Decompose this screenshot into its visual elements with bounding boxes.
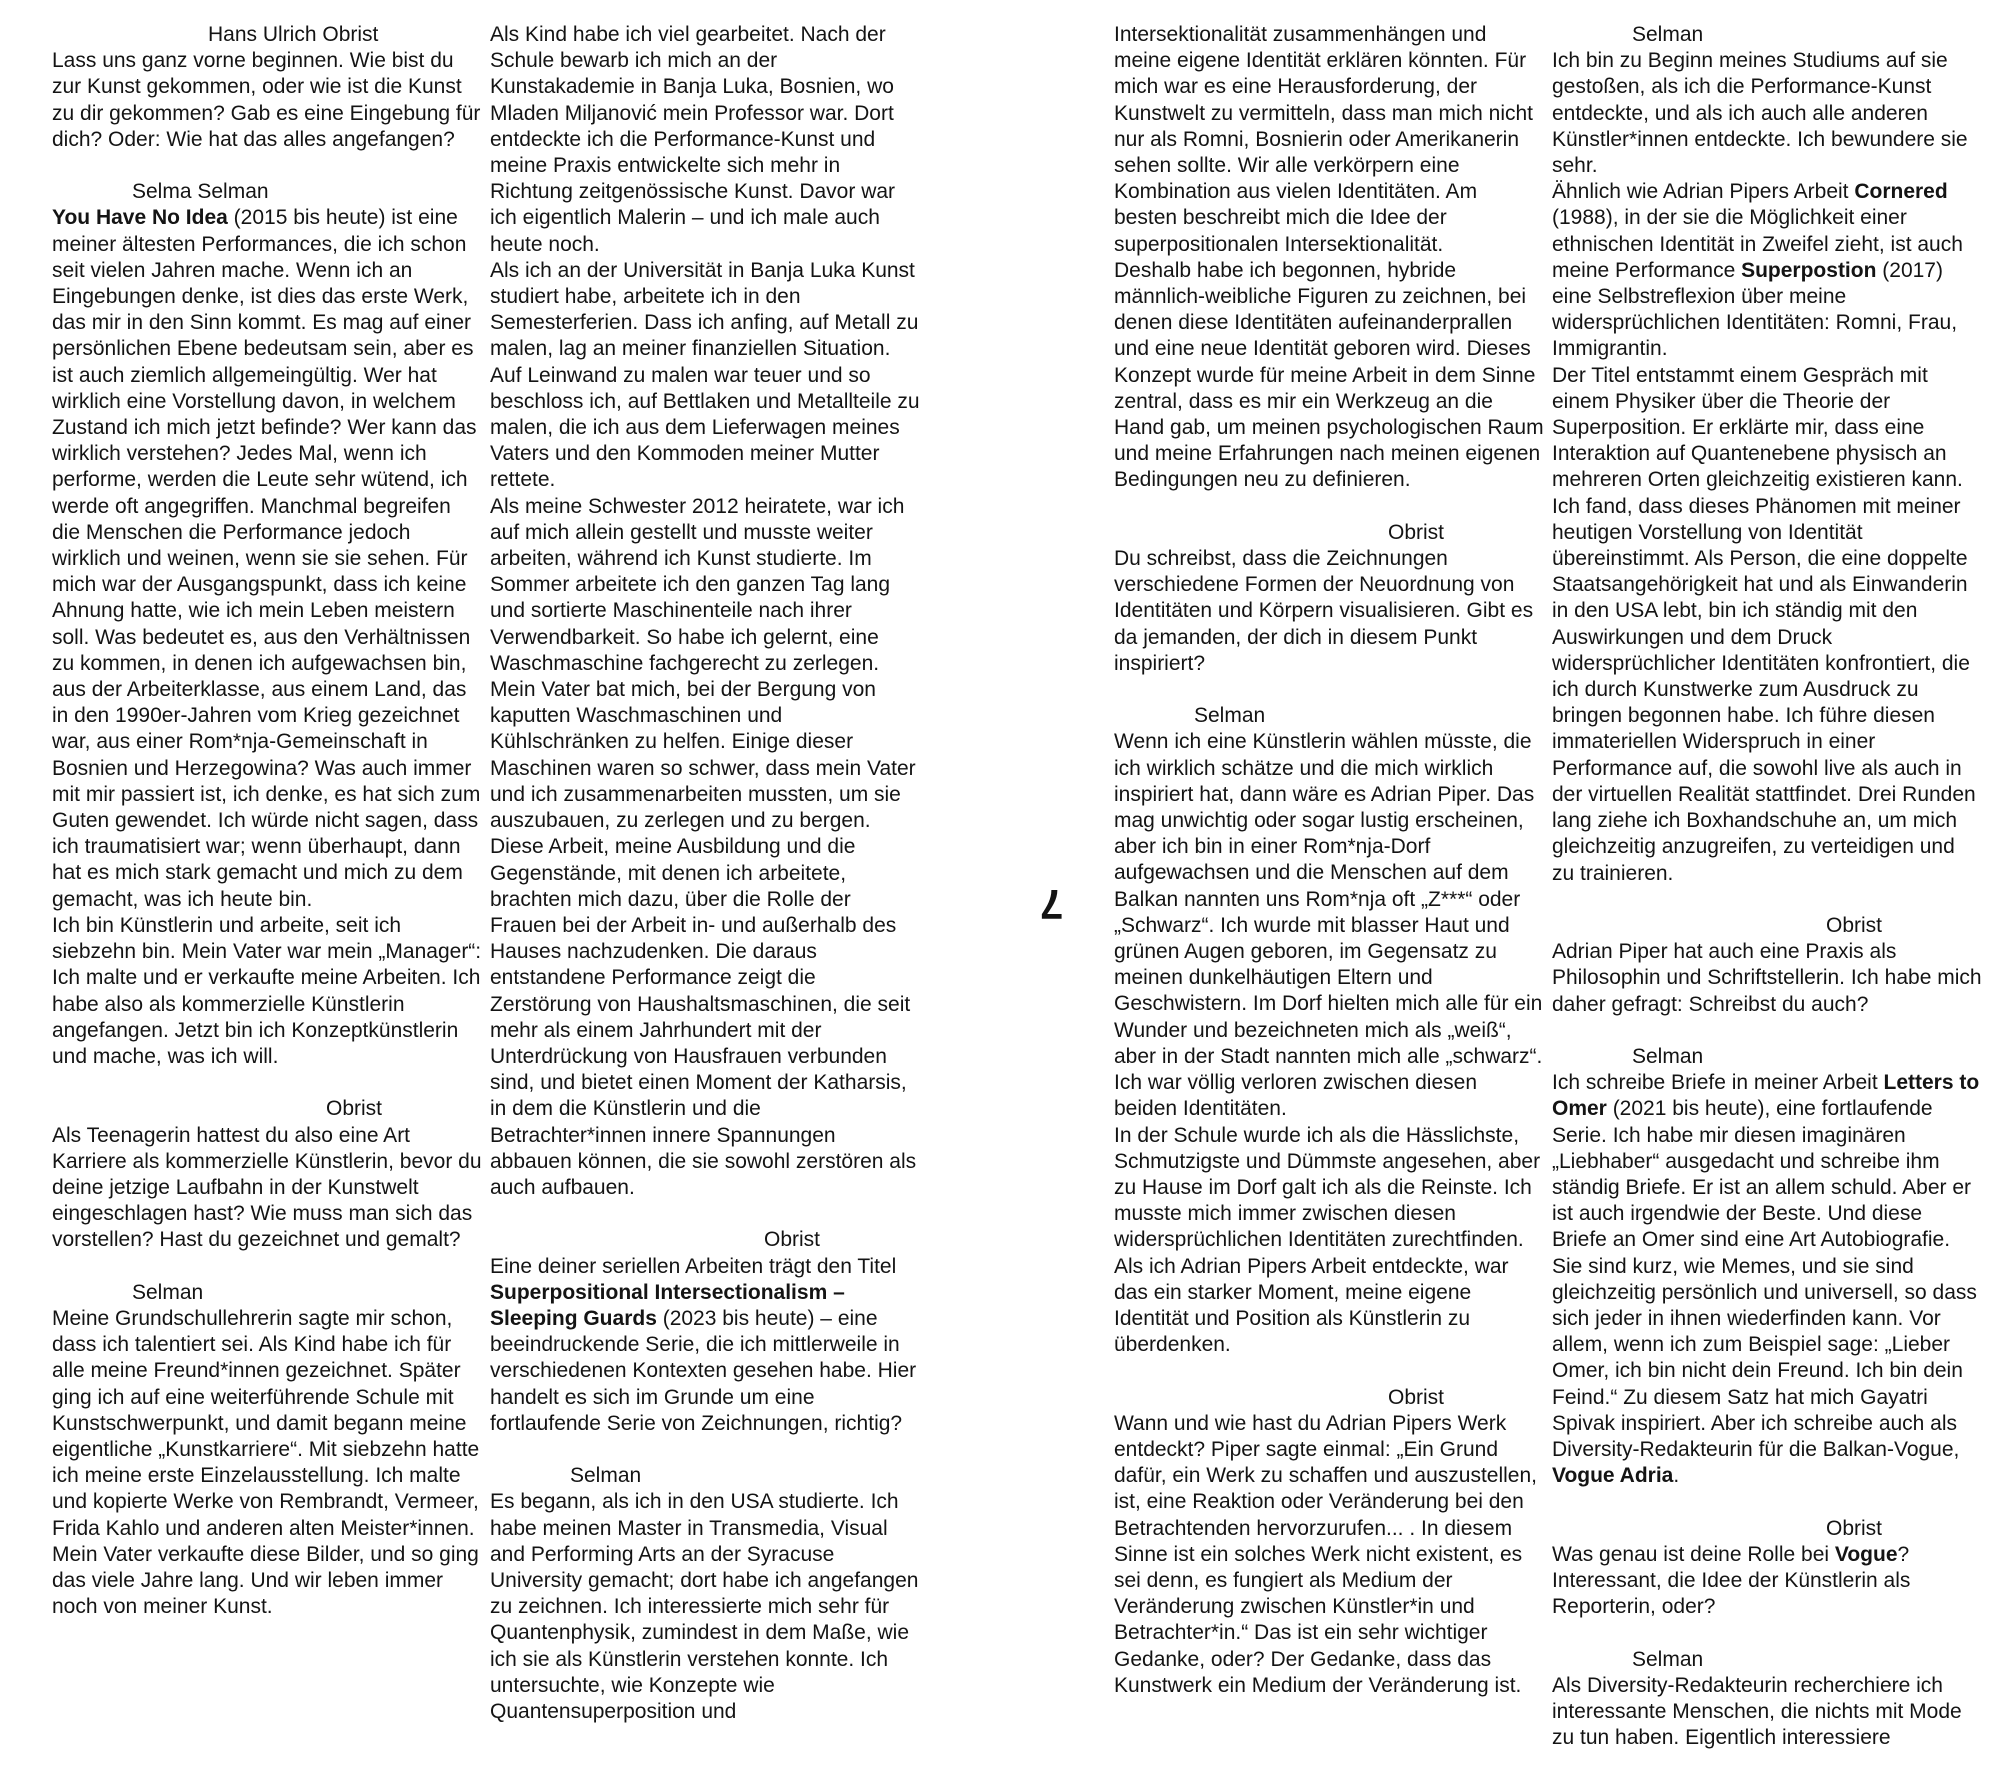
speaker-name: Obrist [1826, 1516, 1883, 1540]
work-title: Superpostion [1741, 258, 1877, 282]
speaker-name: Obrist [326, 1097, 383, 1121]
work-title: Vogue [1834, 1542, 1898, 1566]
interview-block [1552, 1647, 1982, 1752]
paragraph: Als Teenagerin hattest du also eine Art Karriere als kommerzielle Künstlerin, bevor du deine jetzige Laufbahn in der Kunstwelt eingeschlagen hast? Wie muss man sich das vorstellen? Hast du gezeichnet und gemalt? [52, 1123, 482, 1252]
speaker-name: Selma Selman [132, 180, 269, 204]
interview-block [1114, 703, 1544, 1358]
paragraph: Ich bin Künstlerin und arbeite, seit ich siebzehn bin. Mein Vater war mein „Manager“: Ich malte und er verkaufte meine Arbeiten. Ich habe also als kommerzielle Künstlerin angefangen. Jetzt bin ich Konzeptkünstlerin und mache, was ich will. [52, 913, 482, 1068]
work-title: You Have No Idea [52, 206, 228, 230]
paragraph: Was genau ist deine Rolle bei Vogue? Interessant, die Idee der Künstlerin als Reporterin, oder? [1552, 1542, 1911, 1619]
paragraph: Als Kind habe ich viel gearbeitet. Nach der Schule bewarb ich mich an der Kunstakademie in Banja Luka, Bosnien, wo Mladen Miljanović mein Professor war. Dort entdeckte ich die Performance-Kunst und meine Praxis entwickelte sich mehr in Richtung zeitgenössische Kunst. Davor war ich eigentlich Malerin – und ich male auch heute noch. [490, 23, 896, 256]
interview-block [1552, 22, 1982, 887]
speaker-name: Selman [1632, 1044, 1704, 1068]
interview-block [1552, 913, 1982, 1018]
speaker-name: Obrist [1826, 913, 1883, 937]
text-column-4 [1552, 22, 1982, 1778]
interview-block [52, 179, 482, 1070]
speaker-name: Selman [570, 1464, 642, 1488]
work-title: Vogue Adria [1552, 1464, 1674, 1488]
text-column-1 [52, 22, 482, 1647]
interview-block [1552, 1516, 1982, 1621]
paragraph: Ähnlich wie Adrian Pipers Arbeit Cornered (1988), in der sie die Möglichkeit einer ethnischen Identität in Zweifel zieht, ist auch meine Performance Superpostion (2017) eine Selbstreflexion über meine widersprüchlichen Identitäten: Romni, Frau, Immigrantin. [1552, 180, 1963, 361]
paragraph: Meine Grundschullehrerin sagte mir schon, dass ich talentiert sei. Als Kind habe ich für alle meine Freund*innen gezeichnet. Später ging ich auf eine weiterführende Schule mit Kunstschwerpunkt, und damit begann meine eigentliche „Kunstkarriere“. Mit siebzehn hatte ich meine erste Einzelausstellung. Ich malte und kopierte Werke von Rembrandt, Vermeer, Frida Kahlo und anderen alten Meister*innen. Mein Vater verkaufte diese Bilder, und so ging das viele Jahre lang. Und wir leben immer noch von meiner Kunst. [52, 1306, 480, 1619]
work-title: Letters to Omer [1552, 1071, 1980, 1121]
speaker-name: Selman [132, 1280, 204, 1304]
speaker-name: Selman [1194, 704, 1266, 728]
work-title: Cornered [1854, 180, 1948, 204]
interview-block [52, 1096, 482, 1253]
page-number: 7 [1040, 881, 1064, 928]
speaker-name: Obrist [1388, 520, 1445, 544]
paragraph: Als meine Schwester 2012 heiratete, war ich auf mich allein gestellt und musste weiter arbeiten, während ich Kunst studierte. Im Sommer arbeitete ich den ganzen Tag lang und sortierte Maschinenteile nach ihrer Verwendbarkeit. So habe ich gelernt, eine Waschmaschine fachgerecht zu zerlegen. Mein Vater bat mich, bei der Bergung von kaputten Waschmaschinen und Kühlschränken zu helfen. Einige dieser Maschinen waren so schwer, dass mein Vater und ich zusammenarbeiten mussten, um sie auszubauen, zu zerlegen und zu bergen. [490, 494, 916, 833]
paragraph: Wenn ich eine Künstlerin wählen müsste, die ich wirklich schätze und die mich wirklich inspiriert hat, dann wäre es Adrian Piper. Das mag unwichtig oder sogar lustig erscheinen, aber ich bin in einer Rom*nja-Dorf aufgewachsen und die Menschen auf dem Balkan nannten uns Rom*nja oft „Z***“ oder „Schwarz“. Ich wurde mit blasser Haut und grünen Augen geboren, im Gegensatz zu meinen dunkelhäutigen Eltern und Geschwistern. Im Dorf hielten mich alle für ein Wunder und bezeichneten mich als „weiß“, aber in der Stadt nannten mich alle „schwarz“. Ich war völlig verloren zwischen diesen beiden Identitäten. [1114, 730, 1543, 1121]
interview-block [1114, 1385, 1544, 1699]
speaker-name: Obrist [1388, 1385, 1445, 1409]
interview-block [490, 22, 920, 1201]
paragraph: Deshalb habe ich begonnen, hybride männlich-weibliche Figuren zu zeichnen, bei denen diese Identitäten aufeinanderprallen und eine neue Identität geboren wird. Dieses Konzept wurde für meine Arbeit in dem Sinne zentral, dass es mir ein Werkzeug an die Hand gab, um meinen psychologischen Raum und meine Erfahrungen nach meinen eigenen Bedingungen neu zu definieren. [1114, 258, 1544, 492]
paragraph: Adrian Piper hat auch eine Praxis als Philosophin und Schriftstellerin. Ich habe mich daher gefragt: Schreibst du auch? [1552, 940, 1982, 1016]
paragraph: Ich bin zu Beginn meines Studiums auf sie gestoßen, als ich die Performance-Kunst entdeckte, und als ich auch alle anderen Künstler*innen entdeckte. Ich bewundere sie sehr. [1552, 49, 1968, 178]
speaker-name: Selman [1632, 1647, 1704, 1671]
speaker-name: Obrist [764, 1228, 821, 1252]
speaker-name: Selman [1632, 23, 1704, 46]
work-title: Superpositional Intersectionalism – Sleeping Guards [490, 1280, 845, 1330]
paragraph: Als ich an der Universität in Banja Luka Kunst studiert habe, arbeitete ich in den Semesterferien. Dass ich anfing, auf Metall zu malen, lag an meiner finanziellen Situation. Auf Leinwand zu malen war teuer und so beschloss ich, auf Bettlaken und Metallteile zu malen, die ich aus dem Lieferwagen meines Vaters und den Kommoden meiner Mutter rettete. [490, 258, 920, 492]
text-column-3 [1114, 22, 1544, 1725]
paragraph: In der Schule wurde ich als die Hässlichste, Schmutzigste und Dümmste angesehen, aber zu Hause im Dorf galt ich als die Reinste. Ich musste mich immer zwischen diesen widersprüchlichen Identitäten zurechtfinden. Als ich Adrian Pipers Arbeit entdeckte, war das ein starker Moment, meine eigene Identität und Position als Künstlerin zu überdenken. [1114, 1123, 1541, 1357]
interview-block [1114, 22, 1544, 494]
paragraph: Eine deiner seriellen Arbeiten trägt den Titel Superpositional Intersectionalism – Sleeping Guards (2023 bis heute) – eine beeindruckende Serie, die ich mittlerweile in verschiedenen Kontexten gesehen habe. Hier handelt es sich im Grunde um eine fortlaufende Serie von Zeichnungen, richtig? [490, 1254, 917, 1435]
paragraph: Wann und wie hast du Adrian Pipers Werk entdeckt? Piper sagte einmal: „Ein Grund dafür, ein Werk zu schaffen und auszustellen, ist, eine Reaktion oder Veränderung bei den Betrachtenden hervorzurufen... . In diesem Sinne ist ein solches Werk nicht existent, es sei denn, es fungiert als Medium der Veränderung zwischen Künstler*in und Betrachter*in.“ Das ist ein sehr wichtiger Gedanke, oder? Der Gedanke, dass das Kunstwerk ein Medium der Veränderung ist. [1114, 1411, 1537, 1697]
paragraph: You Have No Idea (2015 bis heute) ist eine meiner ältesten Performances, die ich schon seit vielen Jahren mache. Wenn ich an Eingebungen denke, ist dies das erste Werk, das mir in den Sinn kommt. Es mag auf einer persönlichen Ebene bedeutsam sein, aber es ist auch ziemlich allgemeingültig. Wer hat wirklich eine Vorstellung davon, in welchem Zustand ich mich jetzt befinde? Wer kann das wirklich verstehen? Jedes Mal, wenn ich performe, werden die Leute sehr wütend, ich werde oft angegriffen. Manchmal begreifen die Menschen die Performance jedoch wirklich und weinen, wenn sie sie sehen. Für mich war der Ausgangspunkt, dass ich keine Ahnung hatte, wie ich mein Leben meistern soll. Was bedeutet es, aus den Verhältnissen zu kommen, in denen ich aufgewachsen bin, aus der Arbeiterklasse, aus einem Land, das in den 1990er-Jahren vom Krieg gezeichnet war, aus einer Rom*nja-Gemeinschaft in Bosnien und Herzegowina? Was auch immer mit mir passiert ist, ich denke, es hat sich zum Guten gewendet. Ich würde nicht sagen, dass ich traumatisiert war; wenn überhaupt, dann hat es mich stark gemacht und mich zu dem gemacht, was ich heute bin. [52, 206, 481, 911]
interview-block [1114, 520, 1544, 677]
paragraph: Du schreibst, dass die Zeichnungen verschiedene Formen der Neuordnung von Identitäten und Körpern visualisieren. Gibt es da jemanden, der dich in diesem Punkt inspiriert? [1114, 547, 1534, 675]
interview-block [490, 1227, 920, 1437]
paragraph: Als Diversity-Redakteurin recherchiere ich interessante Menschen, die nichts mit Mode zu tun haben. Eigentlich interessiere [1552, 1673, 1962, 1750]
paragraph: Lass uns ganz vorne beginnen. Wie bist du zur Kunst gekommen, oder wie ist die Kunst zu dir gekommen? Gab es eine Eingebung für dich? Oder: Wie hat das alles angefangen? [52, 49, 481, 151]
text-column-2 [490, 22, 920, 1751]
paragraph: Es begann, als ich in den USA studierte. Ich habe meinen Master in Transmedia, Visual and Performing Arts an der Syracuse University gemacht; dort habe ich angefangen zu zeichnen. Ich interessierte mich sehr für Quantenphysik, zumindest in dem Maße, wie ich sie als Künstlerin verstehen konnte. Ich untersuchte, wie Konzepte wie Quantensuperposition und [490, 1490, 919, 1723]
interview-block [52, 1280, 482, 1621]
paragraph: Ich schreibe Briefe in meiner Arbeit Letters to Omer (2021 bis heute), eine fortlaufende Serie. Ich habe mir diesen imaginären „Liebhaber“ ausgedacht und schreibe ihm ständig Briefe. Er ist an allem schuld. Aber er ist auch irgendwie der Beste. Und diese Briefe an Omer sind eine Art Autobiografie. Sie sind kurz, wie Memes, und sie sind gleichzeitig persönlich und universell, so dass sich jeder in ihnen wiederfinden kann. Vor allem, wenn ich zum Beispiel sage: „Lieber Omer, ich bin nicht dein Freund. Ich bin dein Feind.“ Zu diesem Satz hat mich Gayatri Spivak inspiriert. Aber ich schreibe auch als Diversity-Redakteurin für die Balkan-Vogue, Vogue Adria. [1552, 1071, 1980, 1488]
interview-block [52, 22, 482, 153]
interview-block [490, 1463, 920, 1725]
paragraph: Der Titel entstammt einem Gespräch mit einem Physiker über die Theorie der Superposition. Er erklärte mir, dass eine Interaktion auf Quantenebene physisch an mehreren Orten gleichzeitig existieren kann. Ich fand, dass dieses Phänomen mit meiner heutigen Vorstellung von Identität übereinstimmt. Als Person, die eine doppelte Staatsangehörigkeit hat und als Einwanderin in den USA lebt, bin ich ständig mit den Auswirkungen und dem Druck widersprüchlicher Identitäten konfrontiert, die ich durch Kunstwerke zum Ausdruck zu bringen begonnen habe. Ich führe diesen immateriellen Widerspruch in einer Performance auf, die sowohl live als auch in der virtuellen Realität stattfindet. Drei Runden lang ziehe ich Boxhandschuhe an, um mich gleichzeitig anzugreifen, zu verteidigen und zu trainieren. [1552, 363, 1976, 885]
paragraph: Intersektionalität zusammenhängen und meine eigene Identität erklären könnten. Für mich war es eine Herausforderung, der Kunstwelt zu vermitteln, dass man mich nicht nur als Romni, Bosnierin oder Amerikanerin sehen sollte. Wir alle verkörpern eine Kombination aus vielen Identitäten. Am besten beschreibt mich die Idee der superpositionalen Intersektionalität. [1114, 23, 1533, 256]
interview-block [1552, 1044, 1982, 1489]
paragraph: Diese Arbeit, meine Ausbildung und die Gegenstände, mit denen ich arbeitete, brachten mich dazu, über die Rolle der Frauen bei der Arbeit in- und außerhalb des Hauses nachzudenken. Die daraus entstandene Performance zeigt die Zerstörung von Haushaltsmaschinen, die seit mehr als einem Jahrhundert mit der Unterdrückung von Hausfrauen verbunden sind, und bietet einen Moment der Katharsis, in dem die Künstlerin und die Betrachter*innen innere Spannungen abbauen können, die sie sowohl zerstören als auch aufbauen. [490, 835, 917, 1199]
speaker-name: Hans Ulrich Obrist [208, 23, 379, 46]
